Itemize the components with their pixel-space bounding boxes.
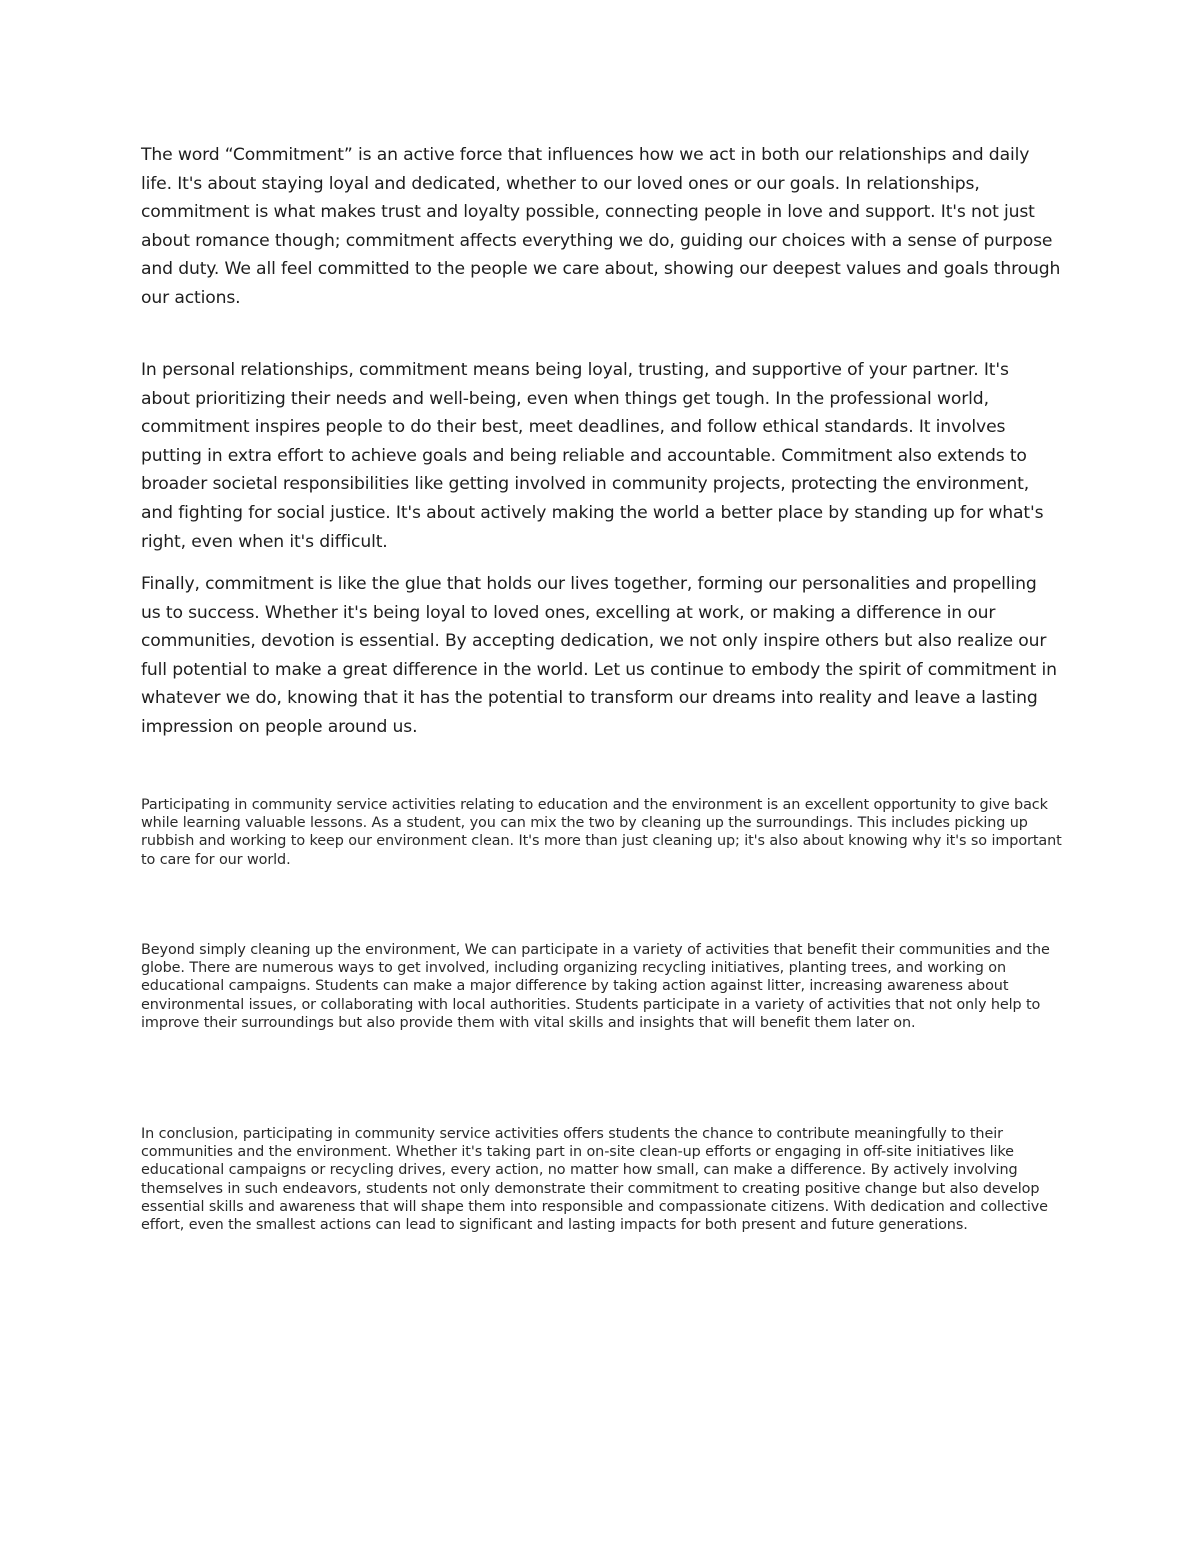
paragraph-community-service-conclusion: In conclusion, participating in community service activities offers students the chance to contribute meaningfully to their communities and the environment. Whether it's taking part in on-site clean-up efforts or engaging in off-site initiatives like educational campaigns or recycling drives, every action, no matter how small, can make a difference. By actively involving themselves in such endeavors, students not only demonstrate their commitment to creating positive change but also develop essential skills and awareness that will shape them into responsible and compassionate citizens. With dedication and collective effort, even the smallest actions can lead to significant and lasting impacts for both present and future generations.	[141, 1126, 1048, 1234]
paragraph-commitment-intro: The word “Commitment” is an active force that influences how we act in both our relationships and daily life. It's about staying loyal and dedicated, whether to our loved ones or our goals. In relationships, commitment is what makes trust and loyalty possible, connecting people in love and support. It's not just about romance though; commitment affects everything we do, guiding our choices with a sense of purpose and duty. We all feel committed to the people we care about, showing our deepest values and goals through our actions.	[141, 145, 1061, 308]
paragraph-commitment-conclusion: Finally, commitment is like the glue that holds our lives together, forming our personalities and propelling us to success. Whether it's being loyal to loved ones, excelling at work, or making a difference in our communities, devotion is essential. By accepting dedication, we not only inspire others but also realize our full potential to make a great difference in the world. Let us continue to embody the spirit of commitment in whatever we do, knowing that it has the potential to transform our dreams into reality and leave a lasting impression on people around us.	[141, 574, 1057, 737]
paragraph-community-service-intro: Participating in community service activities relating to education and the environment is an excellent opportunity to give back while learning valuable lessons. As a student, you can mix the two by cleaning up the surroundings. This includes picking up rubbish and working to keep our environment clean. It's more than just cleaning up; it's also about knowing why it's so important to care for our world.	[141, 797, 1062, 868]
paragraph-personal-relationships: In personal relationships, commitment means being loyal, trusting, and supportive of your partner. It's about prioritizing their needs and well-being, even when things get tough. In the professional world, commitment inspires people to do their best, meet deadlines, and follow ethical standards. It involves putting in extra effort to achieve goals and being reliable and accountable. Commitment also extends to broader societal responsibilities like getting involved in community projects, protecting the environment, and fighting for social justice. It's about actively making the world a better place by standing up for what's right, even when it's difficult.	[141, 360, 1044, 552]
paragraph-beyond-cleaning: Beyond simply cleaning up the environment, We can participate in a variety of activities that benefit their communities and the globe. There are numerous ways to get involved, including organizing recycling initiatives, planting trees, and working on educational campaigns. Students can make a major difference by taking action against litter, increasing awareness about environmental issues, or collaborating with local authorities. Students participate in a variety of activities that not only help to improve their surroundings but also provide them with vital skills and insights that will benefit them later on.	[141, 942, 1050, 1031]
